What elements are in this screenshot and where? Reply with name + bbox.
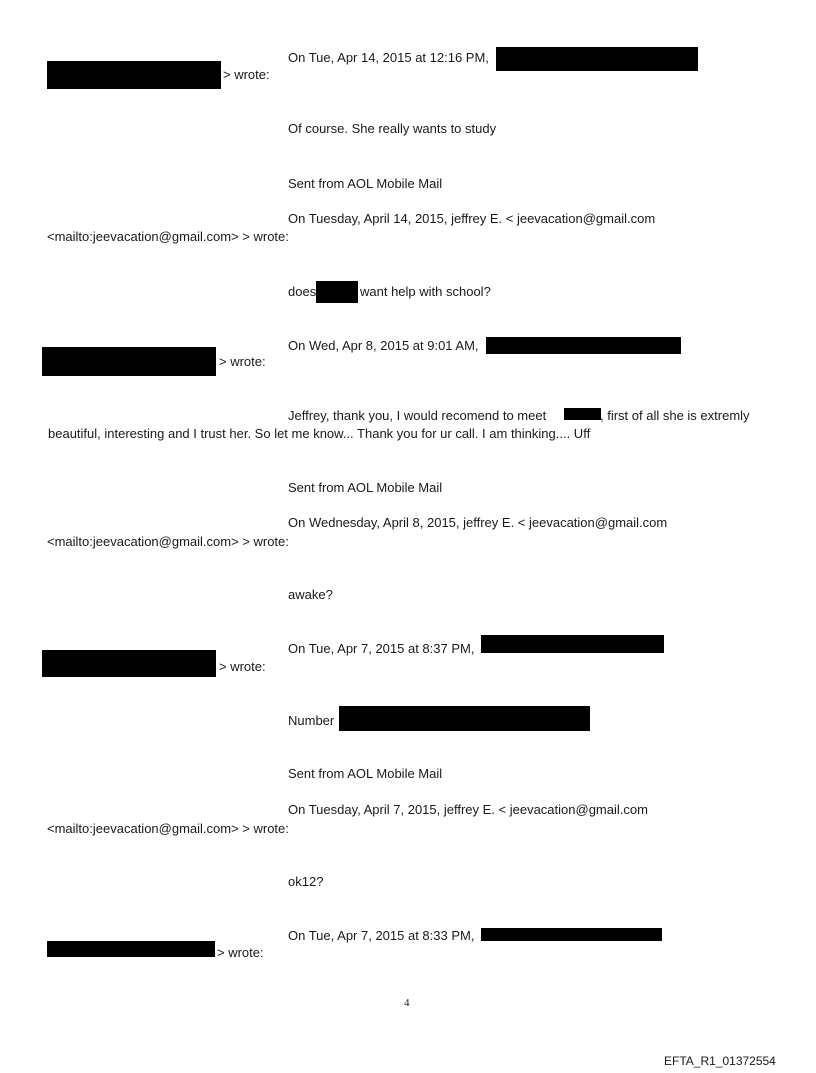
reply-header-line: On Tue, Apr 14, 2015 at 12:16 PM, [288, 50, 489, 65]
message-body: beautiful, interesting and I trust her. So let me know... Thank you for ur call. I am thinking.... Uff [48, 426, 591, 441]
redaction-block [496, 47, 698, 71]
message-body: , first of all she is extremly [600, 408, 750, 423]
email-signature: Sent from AOL Mobile Mail [288, 766, 443, 781]
message-body: ok12? [288, 874, 324, 889]
reply-header-line: On Tuesday, April 7, 2015, jeffrey E. < jeevacation@gmail.com [288, 802, 648, 817]
email-signature: Sent from AOL Mobile Mail [288, 176, 443, 191]
message-body: awake? [288, 587, 333, 602]
reply-header-line: On Wednesday, April 8, 2015, jeffrey E. < jeevacation@gmail.com [288, 515, 668, 530]
redaction-block [481, 928, 662, 941]
redaction-block [47, 61, 221, 89]
redaction-block [564, 408, 601, 420]
redaction-block [42, 650, 216, 677]
reply-header-line: > wrote: [217, 945, 264, 960]
page-number: 4 [404, 997, 410, 1009]
reply-header-line: <mailto:jeevacation@gmail.com> > wrote: [47, 821, 289, 836]
message-body: Number [288, 713, 335, 728]
redaction-block [339, 706, 590, 731]
reply-header-line: On Wed, Apr 8, 2015 at 9:01 AM, [288, 338, 479, 353]
redaction-block [47, 941, 215, 957]
redaction-block [42, 347, 216, 376]
redaction-block [316, 281, 358, 303]
reply-header-line: > wrote: [223, 67, 270, 82]
message-body: does [288, 284, 317, 299]
reply-header-line: <mailto:jeevacation@gmail.com> > wrote: [47, 534, 289, 549]
email-signature: Sent from AOL Mobile Mail [288, 480, 443, 495]
message-body: Of course. She really wants to study [288, 121, 497, 136]
redaction-block [486, 337, 681, 354]
message-body: Jeffrey, thank you, I would recomend to meet [288, 408, 547, 423]
document-id: EFTA_R1_01372554 [664, 1054, 776, 1068]
reply-header-line: On Tuesday, April 14, 2015, jeffrey E. < jeevacation@gmail.com [288, 211, 656, 226]
reply-header-line: On Tue, Apr 7, 2015 at 8:37 PM, [288, 641, 475, 656]
reply-header-line: > wrote: [219, 659, 266, 674]
reply-header-line: > wrote: [219, 354, 266, 369]
message-body: want help with school? [360, 284, 491, 299]
reply-header-line: On Tue, Apr 7, 2015 at 8:33 PM, [288, 928, 475, 943]
redaction-block [481, 635, 664, 653]
reply-header-line: <mailto:jeevacation@gmail.com> > wrote: [47, 229, 289, 244]
